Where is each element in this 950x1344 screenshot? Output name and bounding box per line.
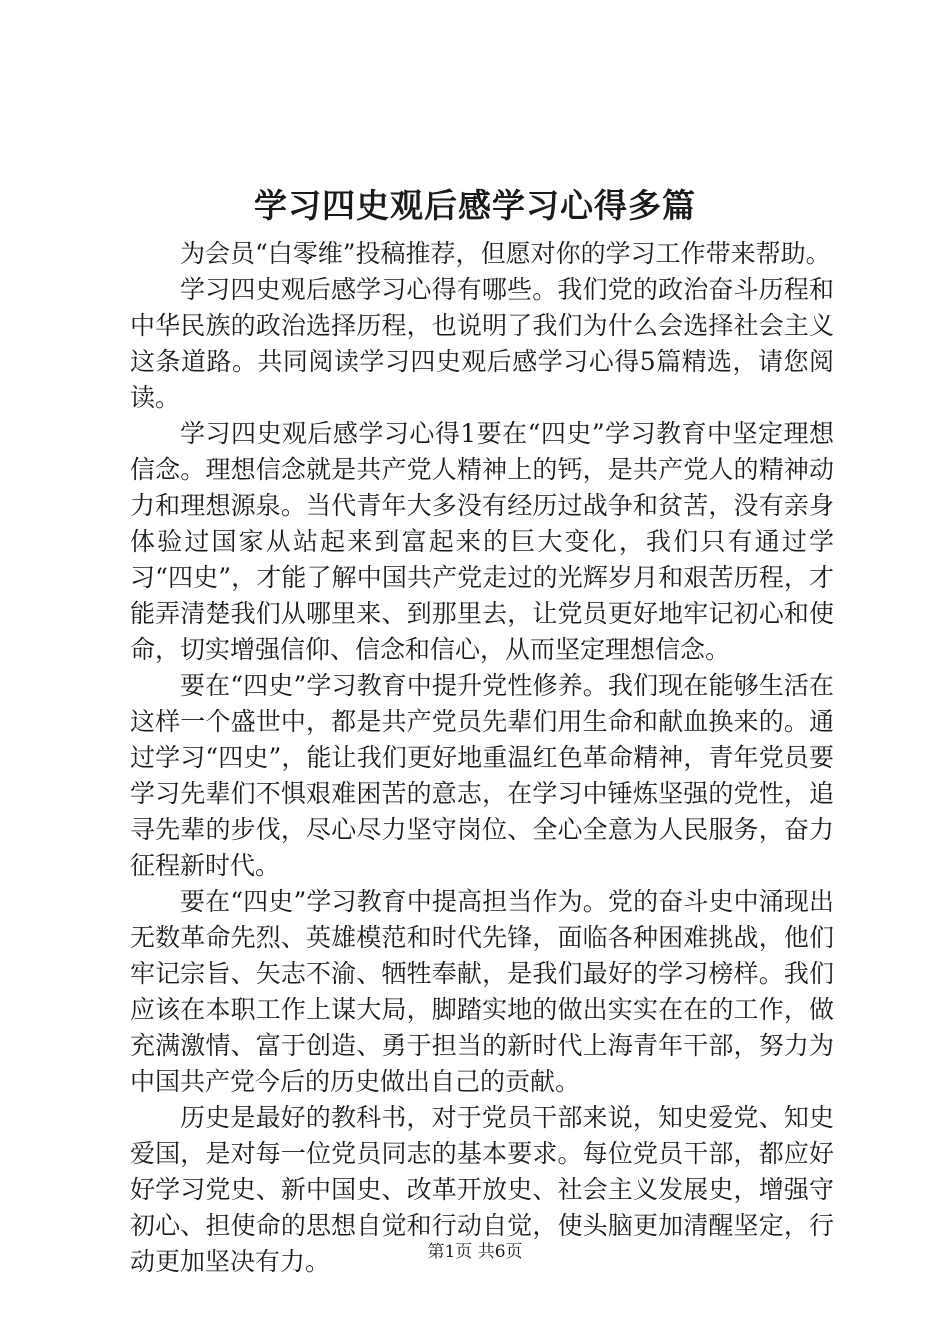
paragraph-ideals: 学习四史观后感学习心得1要在“四史”学习教育中坚定理想信念。理想信念就是共产党人精神上的钙，是共产党人的精神动力和理想源泉。当代青年大多没有经历过战争和贫苦，没有亲身体验过国家从站起来到富起来的巨大变化，我们只有通过学习“四史”，才能了解中国共产党走过的光辉岁月和艰苦历程，才能弄清楚我们从哪里来、到那里去，让党员更好地牢记初心和使命，切实增强信仰、信念和信心，从而坚定理想信念。 [130,419,834,664]
paragraph-party-spirit: 要在“四史”学习教育中提升党性修养。我们现在能够生活在这样一个盛世中，都是共产党员先辈们用生命和献血换来的。通过学习“四史”，能让我们更好地重温红色革命精神，青年党员要学习先辈们不惧艰难困苦的意志，在学习中锤炼坚强的党性，追寻先辈的步伐，尽心尽力坚守岗位、全心全意为人民服务，奋力征程新时代。 [130,671,834,880]
paragraph-history: 历史是最好的教科书，对于党员干部来说，知史爱党、知史爱国，是对每一位党员同志的基本要求。每位党员干部，都应好好学习党史、新中国史、改革开放史、社会主义发展史，增强守初心、担使命的思想自觉和行动自觉，使头脑更加清醒坚定，行动更加坚决有力。 [130,1103,834,1276]
paragraph-responsibility: 要在“四史”学习教育中提高担当作为。党的奋斗史中涌现出无数革命先烈、英雄模范和时代先锋，面临各种困难挑战，他们牢记宗旨、矢志不渝、牺牲奉献，是我们最好的学习榜样。我们应该在本职工作上谋大局，脚踏实地的做出实实在在的工作，做充满激情、富于创造、勇于担当的新时代上海青年干部，努力为中国共产党今后的历史做出自己的贡献。 [130,887,834,1096]
paragraph-overview: 学习四史观后感学习心得有哪些。我们党的政治奋斗历程和中华民族的政治选择历程，也说明了我们为什么会选择社会主义这条道路。共同阅读学习四史观后感学习心得5篇精选，请您阅读。 [130,275,834,412]
paragraph-intro: 为会员“白零维”投稿推荐，但愿对你的学习工作带来帮助。 [180,239,831,268]
page-number-footer: 第1页 共6页 [427,1242,523,1262]
document-body [130,236,834,1280]
document-title: 学习四史观后感学习心得多篇 [254,186,696,225]
